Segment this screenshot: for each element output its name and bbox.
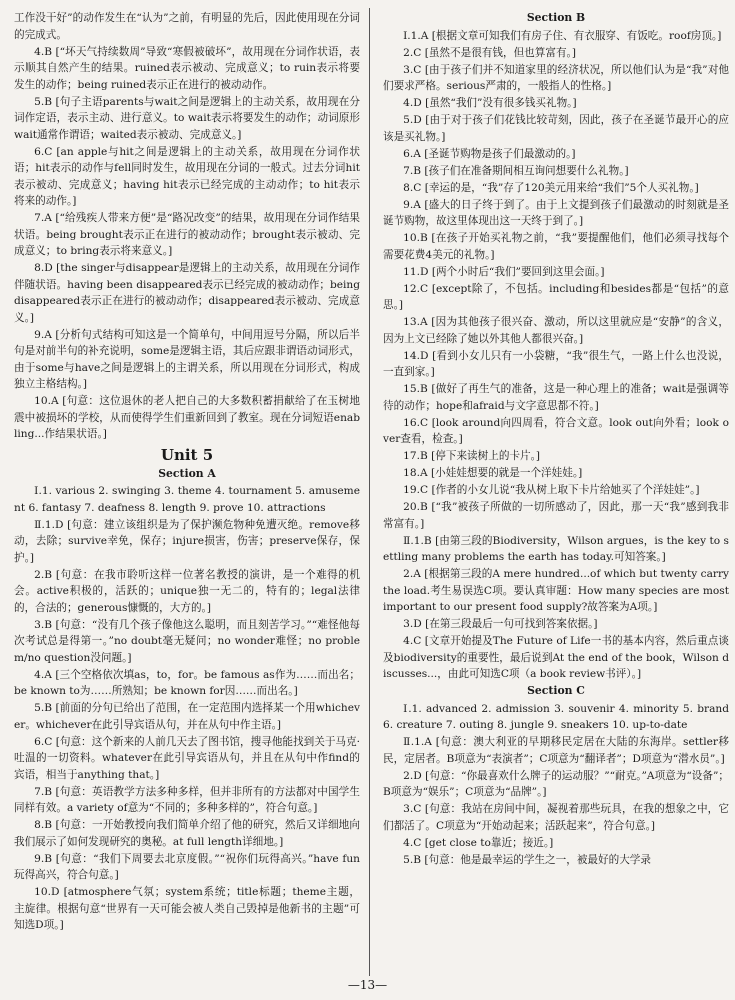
answer-item: Ⅰ.1.A [根据文章可知我们有房子住、有衣服穿、有饭吃。roof房顶。] xyxy=(403,29,722,42)
section-c-title: Section C xyxy=(527,684,585,697)
answer-item: 4.C [get close to靠近；接近。] xyxy=(403,836,554,849)
answer-item: 2.A [根据第三段的A mere hundred...of which but twenty carry the load.考生易误选C项。要认真审题：How many species are most important to our present food supply?故答案为A项。] xyxy=(383,568,729,613)
section-b-answers xyxy=(383,28,729,683)
answer-item: 3.D [在第三段最后一句可找到答案依据。] xyxy=(403,618,598,630)
answer-item: 3.C [由于孩子们并不知道家里的经济状况，所以他们认为是“我”对他们要求严格。serious严肃的，一般指人的性格。] xyxy=(383,63,729,92)
answer-item: 2.D [句意：“你最喜欢什么牌子的运动服？”“耐克。”A项意为“设备”；B项意为“娱乐”；C项意为“品牌”。] xyxy=(383,769,729,798)
answer-item: 8.C [幸运的是，“我”存了120美元用来给“我们”5个人买礼物。] xyxy=(403,181,699,194)
answer-item: Ⅰ.1. advanced 2. admission 3. souvenir 4. minority 5. brand 6. creature 7. outing 8. jungle 9. sneakers 10. up-to-date xyxy=(383,702,729,731)
answer-item: 6.C [an apple与hit之间是逻辑上的主动关系，故用现在分词作状语；hit表示的动作与fell同时发生，故用现在分词的一般式。过去分词hit表示被动、完成意义；having hit表示已经完成的主动动作；to hit表示将来的动作。] xyxy=(14,145,360,207)
answer-item: 3.C [句意：我站在房间中间，凝视着那些玩具，在我的想象之中，它们都活了。C项意为“开始动起来；活跃起来”，符合句意。] xyxy=(383,803,729,832)
answer-item: 16.C [look around向四周看，符合文意。look out向外看；look over查看，检查。] xyxy=(383,416,729,445)
answer-item: 2.C [虽然不是很有钱，但也算富有。] xyxy=(403,46,576,59)
answer-item: 4.A [三个空格依次填as，to，for。be famous as作为……而出名；be known to为……所熟知；be known for因……而出名。] xyxy=(14,668,360,697)
left-column xyxy=(14,10,360,934)
answer-item: 2.B [句意：在我市聆听这样一位著名教授的演讲，是一个难得的机会。active积极的，活跃的；unique独一无二的，特有的；legal法律的，合法的；generous慷慨的，大方的。] xyxy=(14,568,360,614)
answer-item: 4.C [文章开始提及The Future of Life一书的基本内容，然后重点谈及biodiversity的重要性，最后说到At the end of the book，Wilson discusses...，由此可知选C项（a book review书评）。] xyxy=(383,635,729,680)
answer-item: 6.C [句意：这个新来的人前几天去了图书馆，搜寻他能找到关于马克·吐温的一切资料。whatever在此引导宾语从句，并且在从句中作find的宾语，相当于anything that。] xyxy=(14,735,360,781)
answer-item: Ⅰ.1. various 2. swinging 3. theme 4. tournament 5. amusement 6. fantasy 7. deafness 8. length 9. prove 10. attractions xyxy=(14,485,360,514)
answer-item: 7.B [孩子们在准备期间相互询问想要什么礼物。] xyxy=(403,164,629,177)
answer-item: 13.A [因为其他孩子很兴奋、激动，所以这里就应是“安静”的含义，因为上文已经除了她以外其他人都很兴奋。] xyxy=(383,316,729,345)
unit-title: Unit 5 xyxy=(160,445,214,464)
answer-item: 8.B [句意：一开始教授向我们简单介绍了他的研究，然后又详细地向我们展示了如何发现研究的奥秘。at full length详细地。] xyxy=(14,819,360,848)
answer-item: 8.D [the singer与disappear是逻辑上的主动关系，故用现在分词作伴随状语。having been disappeared表示已经完成的被动动作；being disappeared表示正在进行的被动动作；disappeared表示被动、完成意义。] xyxy=(14,262,360,324)
section-b-title: Section B xyxy=(526,11,586,24)
answer-item: 20.B [“我”被孩子所做的一切所感动了，因此，那一天“我”感到我非常富有。] xyxy=(383,501,729,530)
answer-item: 4.D [虽然“我们”没有很多钱买礼物。] xyxy=(403,97,577,109)
answer-item: 5.B [前面的分句已给出了范围，在一定范围内选择某一个用whichever。whichever在此引导宾语从句，并在从句中作主语。] xyxy=(14,702,360,731)
answer-item: 10.A [句意：这位退休的老人把自己的大多数积蓄捐献给了在玉树地震中被损坏的学校，从而使得学生们重新回到了教室。现在分词短语enabling...作结果状语。] xyxy=(14,395,360,440)
left-intro-answers xyxy=(14,10,360,443)
right-column xyxy=(383,10,729,869)
page-number: —13— xyxy=(347,978,388,992)
answer-item: 3.B [句意：“没有几个孩子像他这么聪明，而且刻苦学习。”“难怪他每次考试总是得第一。”no doubt毫无疑问；no wonder难怪；no problem/no question没问题。] xyxy=(14,618,360,664)
answer-item: 18.A [小娃娃想要的就是一个洋娃娃。] xyxy=(403,467,583,479)
answer-item: 9.A [分析句式结构可知这是一个简单句，中间用逗号分隔，所以后半句是对前半句的补充说明，some是逻辑主语，其后应跟非谓语动词形式，由于some与have之间是逻辑上的主谓关系，所以用现在分词形式，构成独立主格结构。] xyxy=(14,328,360,390)
answer-item: 5.D [由于对于孩子们花钱比较苛刻，因此，孩子在圣诞节最开心的应该是买礼物。] xyxy=(383,114,729,143)
answer-item: 4.B [“坏天气持续数周”导致“寒假被破坏”，故用现在分词作状语，表示顺其自然产生的结果。ruined表示被动、完成意义；to ruin表示将要发生的动作；being ruined表示正在进行的被动动作。 xyxy=(14,45,360,91)
answer-item: 5.B [句子主语parents与wait之间是逻辑上的主动关系，故用现在分词作定语，表示主动、进行意义。to wait表示将要发生的动作；动词原形wait通常作谓语；waited表示被动、完成意义。] xyxy=(14,95,360,141)
answer-item: 10.D [atmosphere气氛；system系统；title标题；theme主题，主旋律。根据句意“世界有一天可能会被人类自己毁掉是他新书的主题”可知选D项。] xyxy=(14,886,360,931)
section-c-answers xyxy=(383,701,729,869)
answer-item: Ⅱ.1.D [句意：建立该组织是为了保护濒危物种免遭灭绝。remove移动，去除；survive幸免，保存；injure损害，伤害；preserve保存，保护。] xyxy=(14,518,360,564)
answer-item: 19.C [作者的小女儿说“我从树上取下卡片给她买了个洋娃娃”。] xyxy=(403,484,700,496)
answer-item: 7.A [“给残疾人带来方便”是“路况改变”的结果，故用现在分词作结果状语。being brought表示正在进行的被动动作；brought表示被动、完成意义；to bring表示将来意义。] xyxy=(14,212,360,257)
answer-item: 14.D [看到小女儿只有一小袋糖，“我”很生气，一路上什么也没说，一直到家。] xyxy=(383,349,729,378)
answer-item: 9.B [句意：“我们下周要去北京度假。”“祝你们玩得高兴。”have fun玩得高兴，符合句意。] xyxy=(14,852,360,881)
answer-item: 工作没干好”的动作发生在“认为”之前，有明显的先后，因此使用现在分词的完成式。 xyxy=(14,12,360,41)
answer-item: 17.B [停下来读树上的卡片。] xyxy=(403,450,541,462)
answer-item: Ⅱ.1.B [由第三段的Biodiversity，Wilson argues，is the key to settling many problems the earth has today.可知答案。] xyxy=(383,534,729,563)
answer-item: 9.A [盛大的日子终于到了。由于上文提到孩子们最激动的时刻就是圣诞节购物，故这里体现出这一天终于到了。] xyxy=(383,198,729,227)
answer-item: 12.C [except除了，不包括。including和besides都是“包括”的意思。] xyxy=(383,282,729,311)
section-a-title: Section A xyxy=(158,466,216,480)
answer-item: Ⅱ.1.A [句意：澳大利亚的早期移民定居在大陆的东海岸。settler移民，定居者。B项意为“表演者”；C项意为“翻译者”；D项意为“潜水员”。] xyxy=(383,736,729,765)
answer-item: 11.D [两个小时后“我们”要回到这里会面。] xyxy=(403,265,605,278)
answer-item: 5.B [句意：他是最幸运的学生之一，被最好的大学录 xyxy=(403,853,651,866)
answer-item: 7.B [句意：英语教学方法多种多样，但并非所有的方法都对中国学生同样有效。a variety of意为“不同的；多种多样的”，符合句意。] xyxy=(14,785,360,814)
column-divider xyxy=(369,8,370,976)
answer-item: 6.A [圣诞节购物是孩子们最激动的。] xyxy=(403,147,576,160)
answer-item: 15.B [做好了再生气的准备，这是一种心理上的准备；wait是强调等待的动作；hope和afraid与文字意思都不符。] xyxy=(383,383,729,412)
answer-item: 10.B [在孩子开始买礼物之前，“我”要提醒他们，他们必须寻找每个需要花费4美元的礼物。] xyxy=(383,232,729,261)
section-a-answers xyxy=(14,483,360,934)
